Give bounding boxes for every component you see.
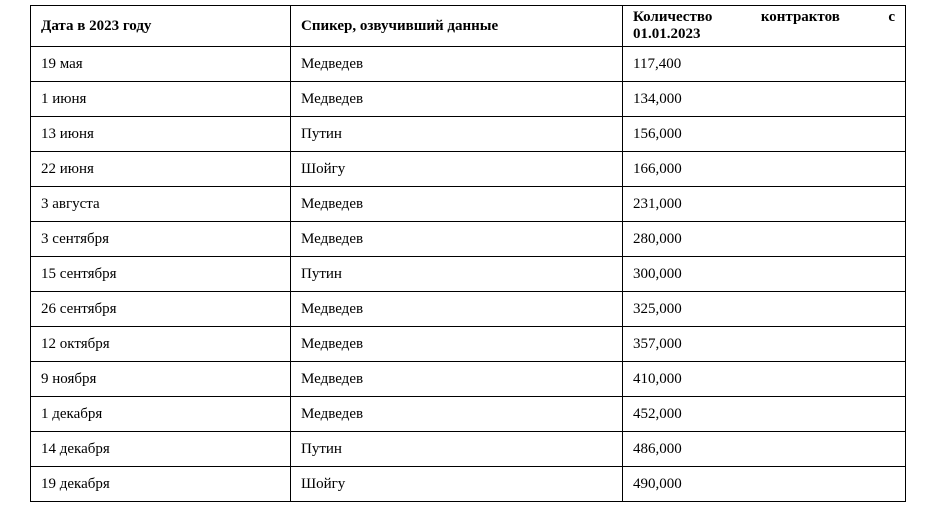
cell-date: 1 июня (31, 82, 291, 117)
cell-speaker: Медведев (291, 292, 623, 327)
cell-speaker: Медведев (291, 327, 623, 362)
cell-date: 15 сентября (31, 257, 291, 292)
header-count-word-2: контрактов (760, 9, 840, 25)
table-row (31, 257, 906, 292)
table-row (31, 467, 906, 502)
cell-count: 300,000 (623, 257, 906, 292)
table-row (31, 222, 906, 257)
header-count (623, 6, 906, 47)
table-header (31, 6, 906, 47)
table-row (31, 47, 906, 82)
cell-date: 19 мая (31, 47, 291, 82)
cell-count: 486,000 (623, 432, 906, 467)
cell-date: 26 сентября (31, 292, 291, 327)
cell-speaker: Путин (291, 117, 623, 152)
cell-date: 3 августа (31, 187, 291, 222)
cell-date: 14 декабря (31, 432, 291, 467)
table-row (31, 432, 906, 467)
cell-count: 452,000 (623, 397, 906, 432)
cell-count: 410,000 (623, 362, 906, 397)
cell-speaker: Медведев (291, 362, 623, 397)
table-row (31, 117, 906, 152)
header-row (31, 6, 906, 47)
cell-date: 3 сентября (31, 222, 291, 257)
table-row (31, 292, 906, 327)
table-row (31, 187, 906, 222)
cell-speaker: Медведев (291, 222, 623, 257)
table-body (31, 47, 906, 502)
table-row (31, 82, 906, 117)
table-row (31, 397, 906, 432)
header-speaker: Спикер, озвучивший данные (291, 6, 623, 47)
cell-count: 280,000 (623, 222, 906, 257)
cell-speaker: Шойгу (291, 467, 623, 502)
cell-date: 1 декабря (31, 397, 291, 432)
cell-count: 134,000 (623, 82, 906, 117)
header-count-word-1: Количество (633, 9, 713, 25)
contracts-table-container (30, 5, 905, 502)
cell-count: 231,000 (623, 187, 906, 222)
cell-speaker: Шойгу (291, 152, 623, 187)
cell-date: 9 ноября (31, 362, 291, 397)
cell-count: 117,400 (623, 47, 906, 82)
cell-count: 357,000 (623, 327, 906, 362)
cell-count: 156,000 (623, 117, 906, 152)
cell-count: 166,000 (623, 152, 906, 187)
table-row (31, 327, 906, 362)
header-count-line2: 01.01.2023 (633, 26, 701, 42)
cell-date: 19 декабря (31, 467, 291, 502)
header-count-line1 (633, 9, 895, 26)
table-row (31, 152, 906, 187)
cell-count: 325,000 (623, 292, 906, 327)
header-date: Дата в 2023 году (31, 6, 291, 47)
cell-speaker: Путин (291, 432, 623, 467)
cell-date: 13 июня (31, 117, 291, 152)
table-row (31, 362, 906, 397)
cell-speaker: Медведев (291, 47, 623, 82)
cell-count: 490,000 (623, 467, 906, 502)
cell-speaker: Путин (291, 257, 623, 292)
cell-date: 12 октября (31, 327, 291, 362)
cell-speaker: Медведев (291, 187, 623, 222)
cell-speaker: Медведев (291, 82, 623, 117)
header-count-word-3: с (888, 9, 895, 25)
contracts-table (30, 5, 906, 502)
cell-date: 22 июня (31, 152, 291, 187)
cell-speaker: Медведев (291, 397, 623, 432)
